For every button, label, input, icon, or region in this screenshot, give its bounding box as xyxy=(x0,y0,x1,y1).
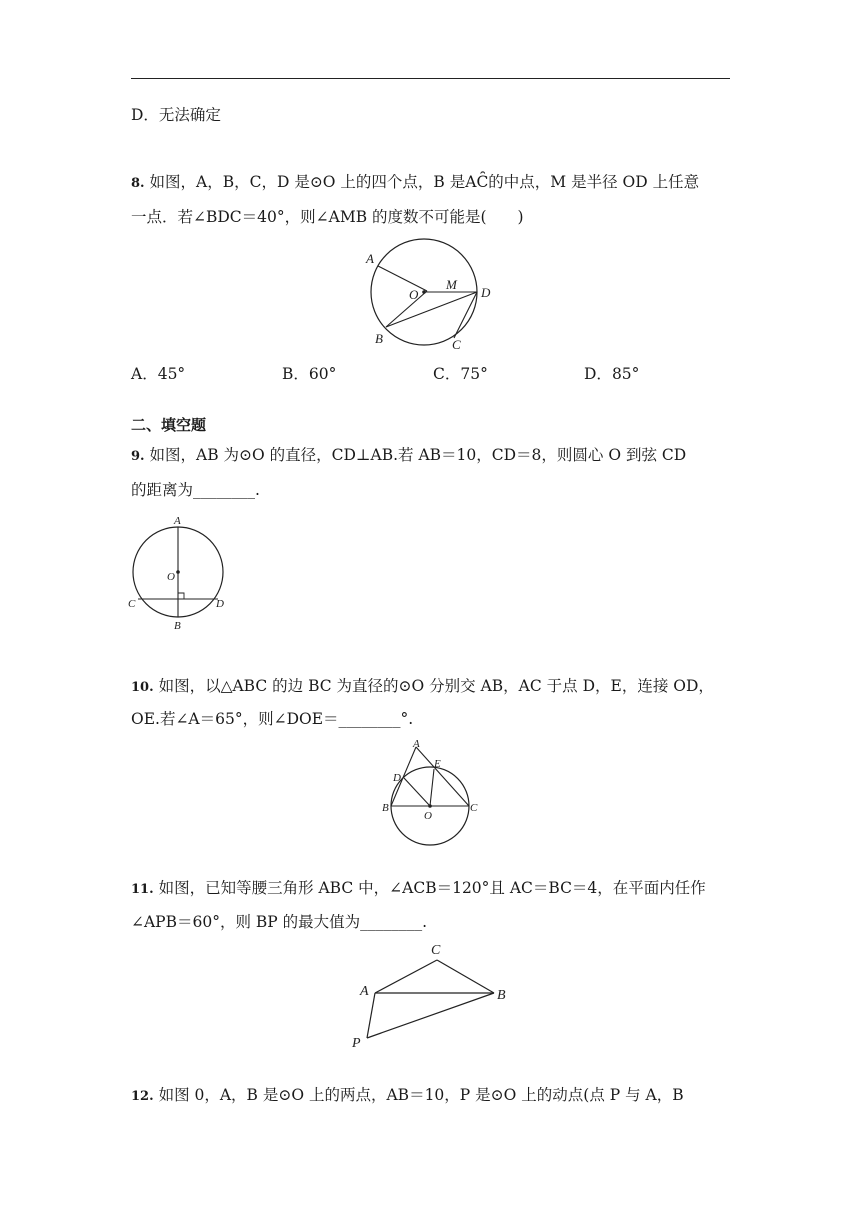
q11-number: 11. xyxy=(131,882,154,897)
q10-line1: 如图，以△ABC 的边 BC 为直径的⊙O 分别交 AB，AC 于点 D，E，连接 OD， xyxy=(158,677,714,695)
q8-option-d: D．85° xyxy=(584,365,640,383)
q7-option-d: D．无法确定 xyxy=(131,106,221,124)
q11-line2: ∠APB＝60°，则 BP 的最大值为________. xyxy=(131,913,428,931)
q9-label-c: C xyxy=(128,598,136,610)
q8-label-b: B xyxy=(375,331,383,346)
q8-line1: 如图，A，B，C，D 是⊙O 上的四个点，B 是AC̑的中点，M 是半径 OD 上任意 xyxy=(149,173,700,191)
q8-option-c: C．75° xyxy=(433,365,488,383)
q8-label-a: A xyxy=(366,251,374,266)
q11-line1: 如图，已知等腰三角形 ABC 中，∠ACB＝120°且 AC＝BC＝4，在平面内任作 xyxy=(158,879,706,897)
q8-option-a: A．45° xyxy=(131,365,186,383)
q11-label-a: A xyxy=(360,984,369,999)
q10-label-a: A xyxy=(413,738,420,750)
q11-figure xyxy=(345,940,525,1050)
q8-option-b: B．60° xyxy=(282,365,337,383)
q12-text-line1 xyxy=(131,1085,684,1107)
q9-label-b: B xyxy=(174,620,181,632)
q8-label-m: M xyxy=(446,277,457,292)
q10-number: 10. xyxy=(131,680,154,695)
q8-label-d: D xyxy=(481,285,491,300)
q10-text-line1 xyxy=(131,676,714,698)
q9-label-a: A xyxy=(174,515,181,527)
header-rule xyxy=(131,78,730,79)
q9-label-d: D xyxy=(216,598,224,610)
q10-figure xyxy=(378,737,488,847)
q11-label-c: C xyxy=(431,943,441,958)
q10-line2: OE.若∠A＝65°，则∠DOE＝________°. xyxy=(131,710,414,728)
q11-label-p: P xyxy=(352,1036,361,1051)
section-title: 二、填空题 xyxy=(131,416,207,434)
q9-label-o: O xyxy=(167,571,175,583)
q11-text-line1 xyxy=(131,878,706,900)
q11-label-b: B xyxy=(497,988,506,1003)
q8-label-c: C xyxy=(452,337,461,352)
q9-line1: 如图，AB 为⊙O 的直径，CD⊥AB.若 AB＝10，CD＝8，则圆心 O 到弦 CD xyxy=(149,446,687,464)
q9-text-line1 xyxy=(131,445,686,467)
q10-label-o: O xyxy=(424,810,432,822)
q10-label-d: D xyxy=(393,772,401,784)
q8-line2: 一点．若∠BDC＝40°，则∠AMB 的度数不可能是( ) xyxy=(131,208,524,226)
q10-label-e: E xyxy=(434,758,441,770)
q10-label-b: B xyxy=(382,802,389,814)
q12-line1: 如图 0，A，B 是⊙O 上的两点，AB＝10，P 是⊙O 上的动点(点 P 与 A，B xyxy=(158,1086,684,1104)
q8-number: 8. xyxy=(131,176,145,191)
q8-text-line1 xyxy=(131,172,699,194)
q10-label-c: C xyxy=(470,802,478,814)
q9-figure xyxy=(123,513,233,633)
q9-line2: 的距离为________. xyxy=(131,481,260,499)
q8-label-o: O xyxy=(409,287,419,302)
q9-number: 9. xyxy=(131,449,145,464)
q8-figure xyxy=(362,245,502,355)
q12-number: 12. xyxy=(131,1089,154,1104)
